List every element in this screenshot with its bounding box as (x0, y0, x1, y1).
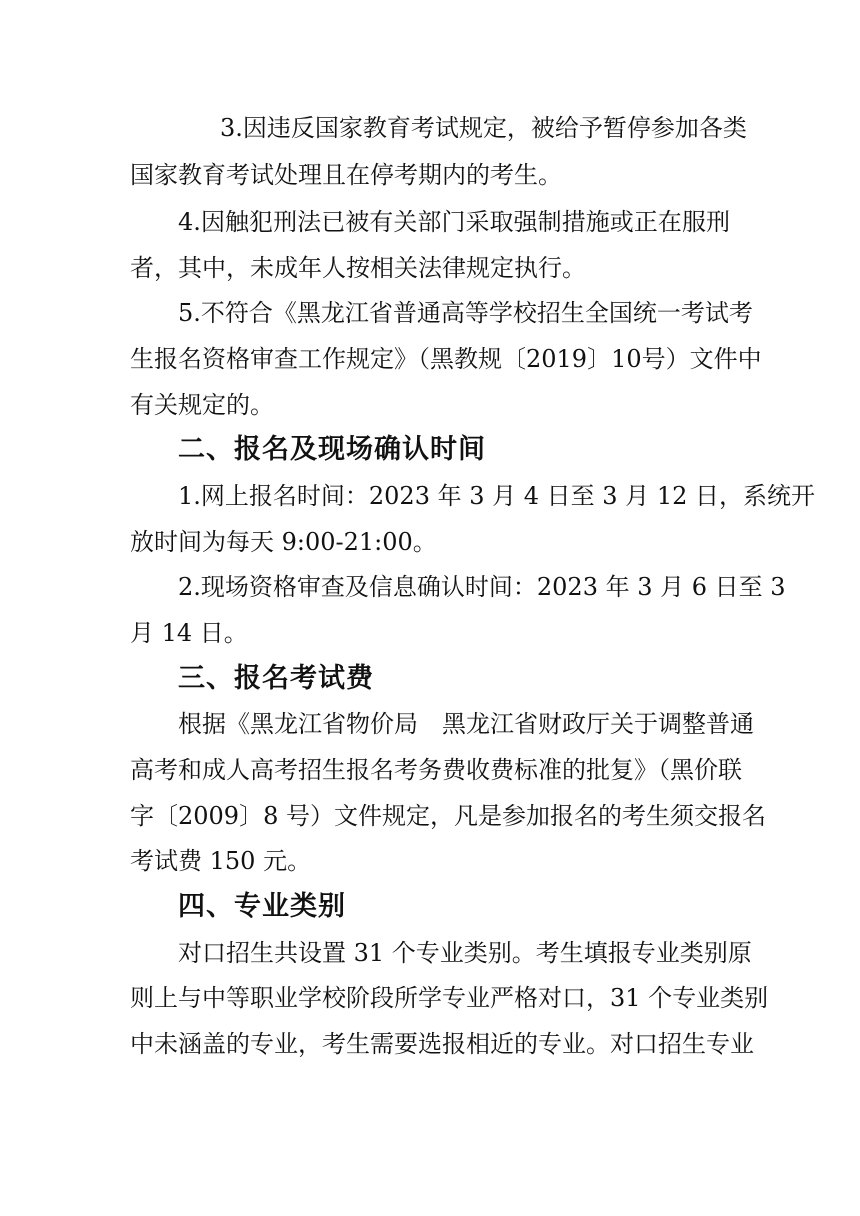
section-3-line-3: 字〔2009〕8 号）文件规定，凡是参加报名的考生须交报名 (130, 802, 766, 830)
item-5-line-1: 5.不符合《黑龙江省普通高等学校招生全国统一考试考 (178, 299, 753, 327)
section-4-line-3: 中未涵盖的专业，考生需要选报相近的专业。对口招生专业 (130, 1030, 754, 1058)
section-3-line-2: 高考和成人高考招生报名考务费收费标准的批复》（黑价联 (130, 756, 742, 784)
section-3-heading: 三、报名考试费 (178, 663, 374, 694)
section-4-line-1: 对口招生共设置 31 个专业类别。考生填报专业类别原 (178, 939, 752, 967)
section-2-para-1-line-2: 放时间为每天 9:00-21:00。 (130, 528, 437, 556)
item-5-line-3: 有关规定的。 (130, 391, 274, 419)
item-3-line-2: 国家教育考试处理且在停考期内的考生。 (130, 161, 562, 189)
section-2-heading: 二、报名及现场确认时间 (178, 434, 486, 465)
section-4-heading: 四、专业类别 (178, 891, 346, 922)
section-3-line-4: 考试费 150 元。 (130, 847, 312, 875)
section-2-para-1-line-1: 1.网上报名时间：2023 年 3 月 4 日至 3 月 12 日，系统开 (178, 482, 815, 510)
section-2-para-2-line-1: 2.现场资格审查及信息确认时间：2023 年 3 月 6 日至 3 (178, 573, 786, 601)
item-4-line-1: 4.因触犯刑法已被有关部门采取强制措施或正在服刑 (178, 208, 730, 236)
item-5-line-2: 生报名资格审查工作规定》（黑教规〔2019〕10号）文件中 (130, 345, 762, 373)
section-2-para-2-line-2: 月 14 日。 (130, 619, 248, 647)
section-4-line-2: 则上与中等职业学校阶段所学专业严格对口，31 个专业类别 (130, 984, 769, 1012)
section-3-line-1: 根据《黑龙江省物价局 黑龙江省财政厅关于调整普通 (178, 710, 754, 738)
item-3-line-1: 3.因违反国家教育考试规定，被给予暂停参加各类 (220, 114, 747, 142)
item-4-line-2: 者，其中，未成年人按相关法律规定执行。 (130, 254, 586, 282)
